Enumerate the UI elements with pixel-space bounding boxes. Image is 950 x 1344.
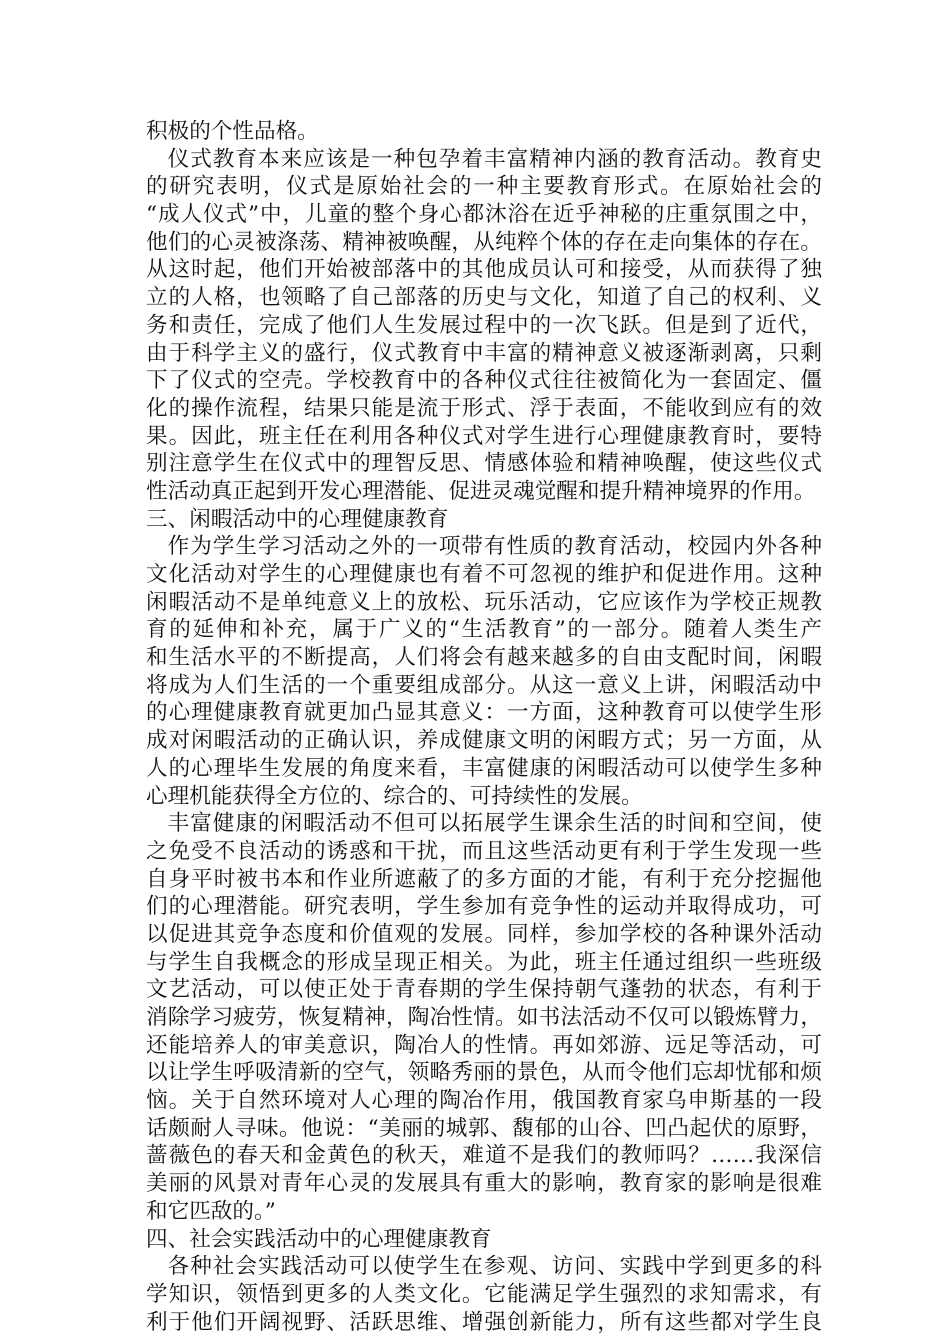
paragraph [146, 1253, 822, 1336]
text-line: 成对闲暇活动的正确认识，养成健康文明的闲暇方式；另一方面，从 [146, 728, 822, 754]
text-line: 以促进其竞争态度和价值观的发展。同样，参加学校的各种课外活动 [146, 921, 822, 947]
text-line: “成人仪式”中，儿童的整个身心都沐浴在近乎神秘的庄重氛围之中， [146, 202, 822, 228]
paragraph [146, 146, 822, 506]
text-line: 积极的个性品格。 [146, 119, 319, 144]
paragraph [146, 533, 822, 810]
text-line: 的心理健康教育就更加凸显其意义：一方面，这种教育可以使学生形 [146, 700, 822, 726]
text-line: 还能培养人的审美意识，陶冶人的性情。再如郊游、远足等活动，可 [146, 1032, 822, 1058]
text-line: 话颇耐人寻味。他说：“美丽的城郭、馥郁的山谷、凹凸起伏的原野， [146, 1115, 822, 1141]
text-line: 由于科学主义的盛行，仪式教育中丰富的精神意义被逐渐剥离，只剩 [146, 340, 822, 366]
text-line: 与学生自我概念的形成呈现正相关。为此，班主任通过组织一些班级 [146, 949, 822, 975]
text-line: 立的人格，也领略了自己部落的历史与文化，知道了自己的权利、义 [146, 285, 822, 311]
text-line: 之免受不良活动的诱惑和干扰，而且这些活动更有利于学生发现一些 [146, 838, 822, 864]
text-line: 别注意学生在仪式中的理智反思、情感体验和精神唤醒，使这些仪式 [146, 451, 822, 477]
text-line: 心理机能获得全方位的、综合的、可持续性的发展。 [146, 783, 643, 809]
section-heading [146, 506, 822, 534]
text-line: 果。因此，班主任在利用各种仪式对学生进行心理健康教育时，要特 [146, 423, 822, 449]
document-page [146, 118, 822, 1336]
text-line: 恼。关于自然环境对人心理的陶冶作用，俄国教育家乌申斯基的一段 [146, 1088, 822, 1114]
text-line: 从这时起，他们开始被部落中的其他成员认可和接受，从而获得了独 [146, 257, 822, 283]
text-line: 美丽的风景对青年心灵的发展具有重大的影响，教育家的影响是很难 [146, 1171, 822, 1197]
text-line: 作为学生学习活动之外的一项带有性质的教育活动，校园内外各种 [167, 534, 822, 560]
text-line: 化的操作流程，结果只能是流于形式、浮于表面，不能收到应有的效 [146, 395, 822, 421]
text-line: 他们的心灵被涤荡、精神被唤醒，从纯粹个体的存在走向集体的存在。 [146, 229, 822, 255]
text-line: 育的延伸和补充，属于广义的“生活教育”的一部分。随着人类生产 [146, 617, 822, 643]
text-line: 文艺活动，可以使正处于青春期的学生保持朝气蓬勃的状态，有利于 [146, 977, 822, 1003]
text-line: 务和责任，完成了他们人生发展过程中的一次飞跃。但是到了近代， [146, 312, 822, 338]
text-line: 利于他们开阔视野、活跃思维、增强创新能力，所有这些都对学生良 [146, 1309, 822, 1335]
text-line: 的研究表明，仪式是原始社会的一种主要教育形式。在原始社会的 [146, 174, 822, 200]
text-line: 学知识，领悟到更多的人类文化。它能满足学生强烈的求知需求，有 [146, 1281, 822, 1307]
text-line: 性活动真正起到开发心理潜能、促进灵魂觉醒和提升精神境界的作用。 [146, 478, 816, 504]
text-line: 仪式教育本来应该是一种包孕着丰富精神内涵的教育活动。教育史 [167, 146, 822, 172]
text-line: 各种社会实践活动可以使学生在参观、访问、实践中学到更多的科 [167, 1254, 822, 1280]
heading-text: 三、闲暇活动中的心理健康教育 [146, 506, 449, 532]
paragraph [146, 118, 822, 146]
paragraph [146, 810, 822, 1225]
text-line: 消除学习疲劳，恢复精神，陶冶性情。如书法活动不仅可以锻炼臂力， [146, 1005, 822, 1030]
text-line: 下了仪式的空壳。学校教育中的各种仪式往往被简化为一套固定、僵 [146, 368, 822, 394]
text-line: 自身平时被书本和作业所遮蔽了的多方面的才能，有利于充分挖掘他 [146, 866, 822, 892]
text-line: 以让学生呼吸清新的空气，领略秀丽的景色，从而令他们忘却忧郁和烦 [146, 1060, 822, 1086]
text-line: 和生活水平的不断提高，人们将会有越来越多的自由支配时间，闲暇 [146, 645, 822, 671]
text-line: 闲暇活动不是单纯意义上的放松、玩乐活动，它应该作为学校正规教 [146, 589, 822, 615]
text-line: 们的心理潜能。研究表明，学生参加有竞争性的运动并取得成功，可 [146, 894, 822, 920]
heading-text: 四、社会实践活动中的心理健康教育 [146, 1226, 492, 1252]
text-line: 和它匹敌的。” [146, 1198, 276, 1224]
text-line: 蔷薇色的春天和金黄色的秋天，难道不是我们的教师吗？……我深信 [146, 1143, 822, 1169]
text-line: 文化活动对学生的心理健康也有着不可忽视的维护和促进作用。这种 [146, 562, 822, 587]
text-line: 丰富健康的闲暇活动不但可以拓展学生课余生活的时间和空间，使 [167, 811, 822, 837]
text-line: 将成为人们生活的一个重要组成部分。从这一意义上讲，闲暇活动中 [146, 672, 822, 698]
text-line: 人的心理毕生发展的角度来看，丰富健康的闲暇活动可以使学生多种 [146, 755, 822, 781]
section-heading [146, 1226, 822, 1254]
